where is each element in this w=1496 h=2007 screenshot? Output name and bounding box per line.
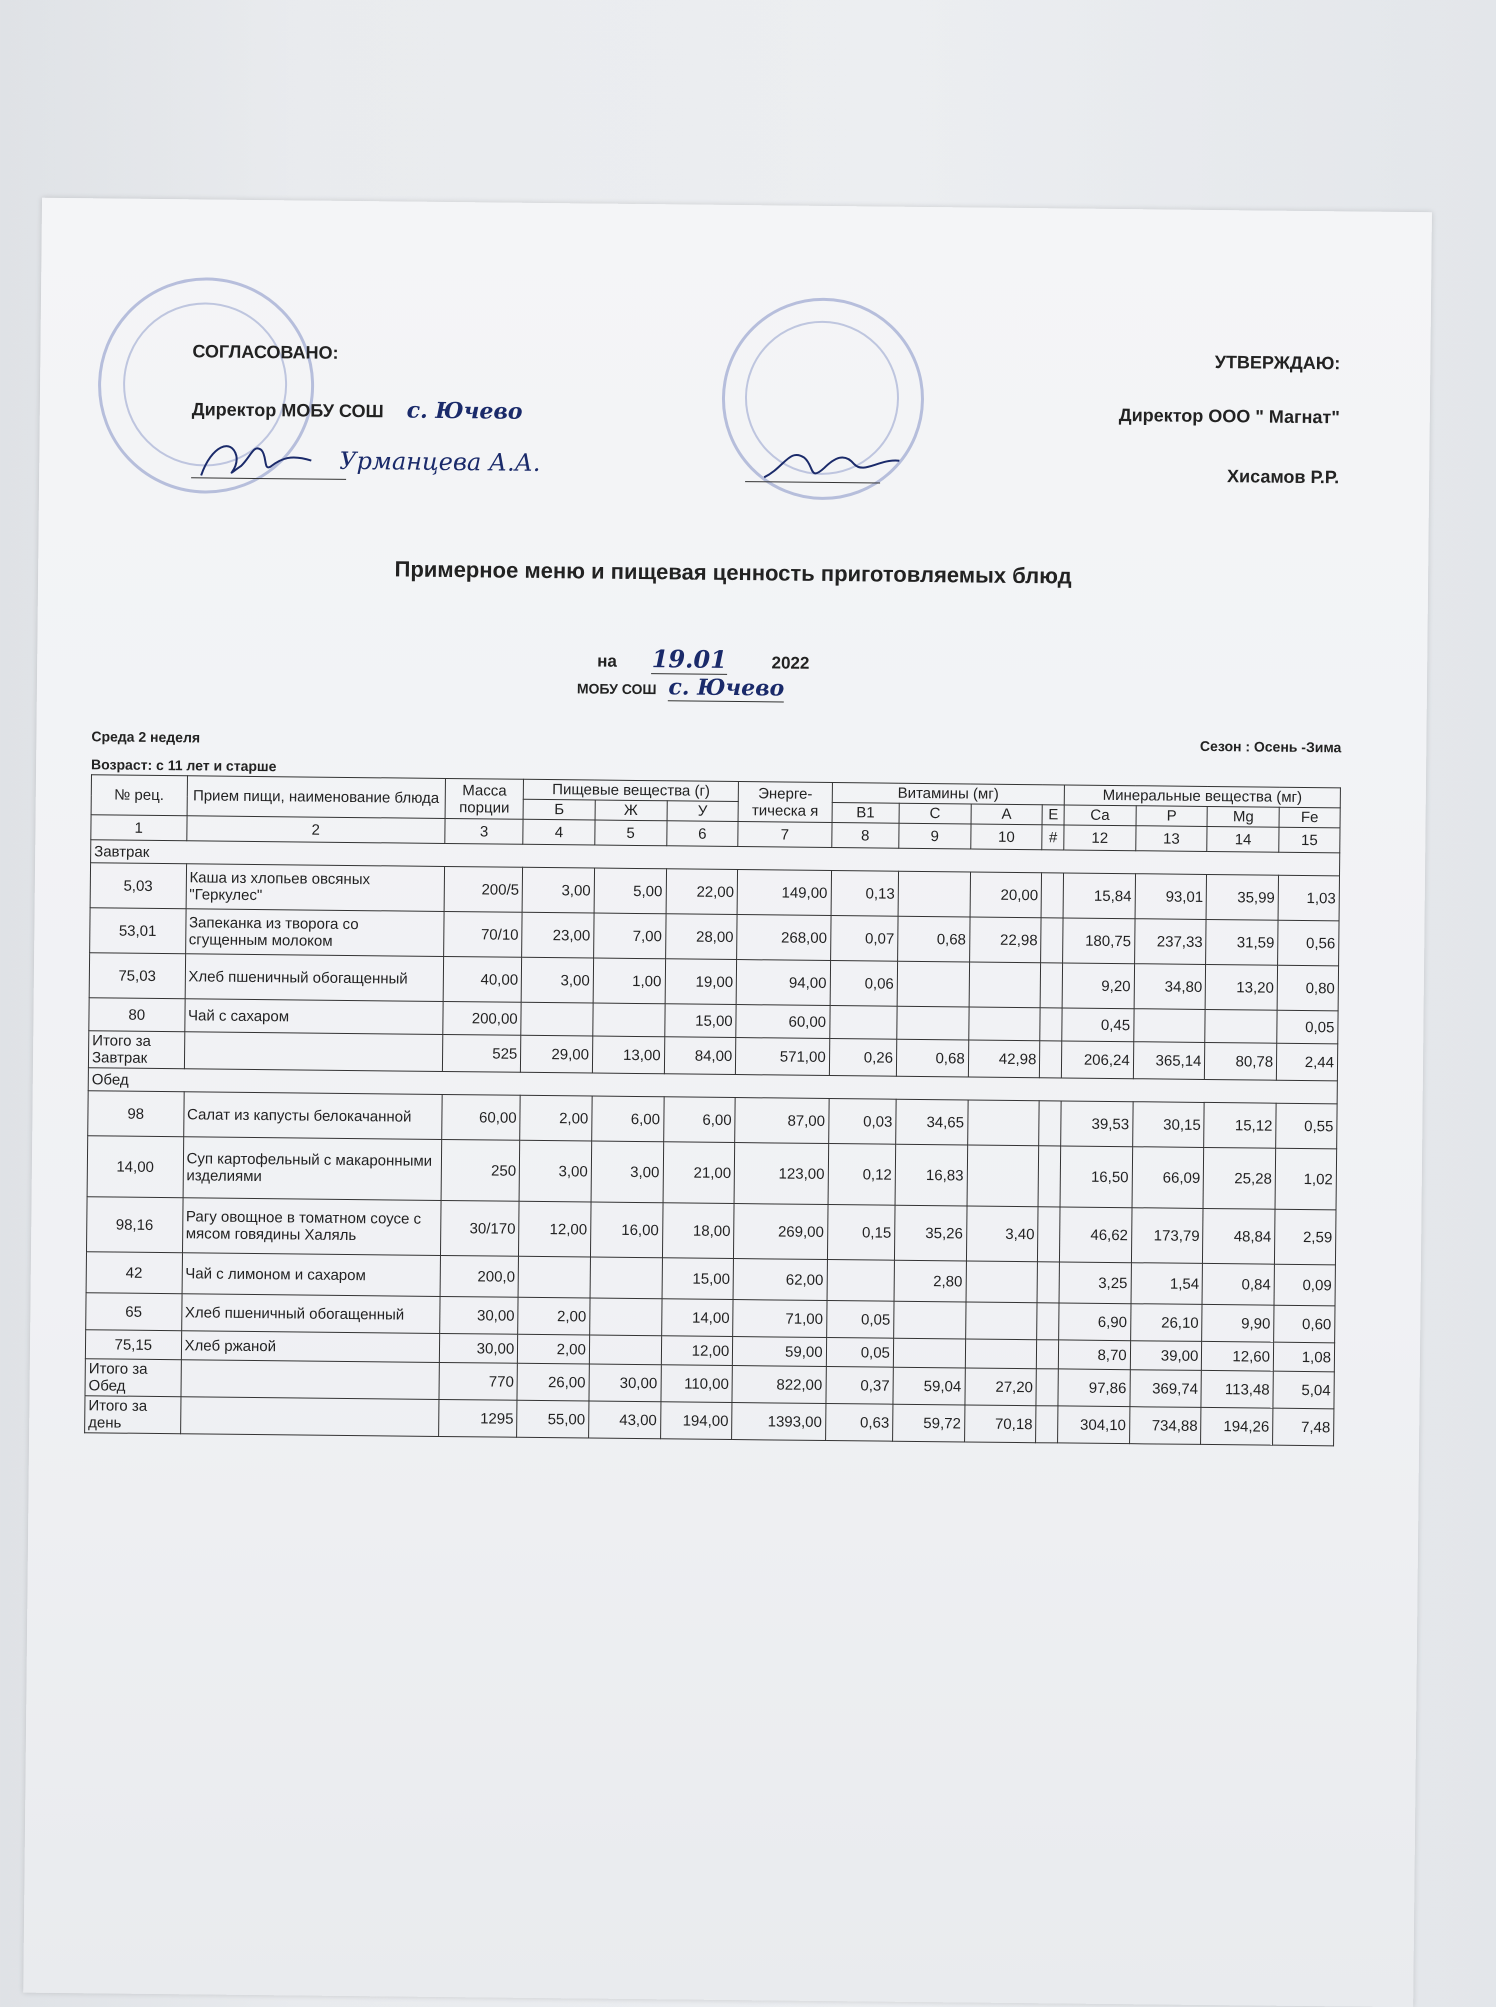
header-rec: № рец.: [91, 775, 187, 816]
table-cell: [1040, 1008, 1062, 1041]
table-cell: 35,26: [894, 1205, 966, 1261]
table-cell: [1040, 963, 1062, 1008]
table-cell: [898, 871, 970, 917]
left-director-handwriting: с. Ючево: [406, 397, 523, 425]
table-cell: Чай с сахаром: [184, 999, 443, 1035]
table-cell: 30,00: [440, 1296, 519, 1334]
column-number: 9: [899, 823, 971, 849]
table-cell: 1,08: [1273, 1342, 1334, 1372]
table-cell: 16,00: [590, 1202, 662, 1258]
column-number: 6: [666, 821, 738, 847]
table-cell: 13,00: [592, 1036, 664, 1074]
agreed-label: СОГЛАСОВАНО:: [192, 341, 339, 363]
table-cell: [1038, 1207, 1060, 1262]
table-cell: 734,88: [1129, 1407, 1201, 1445]
table-cell: 6,00: [592, 1096, 664, 1142]
table-cell: 0,12: [828, 1144, 896, 1206]
table-cell: [1205, 1009, 1277, 1043]
table-cell: [589, 1335, 661, 1365]
table-cell: Завтрак: [91, 840, 1340, 876]
table-cell: [1037, 1340, 1059, 1369]
table-cell: 5,03: [90, 863, 186, 909]
table-cell: 39,53: [1061, 1101, 1133, 1147]
table-cell: Хлеб ржаной: [181, 1331, 440, 1363]
header-meal: Прием пищи, наименование блюда: [187, 776, 446, 819]
table-cell: 180,75: [1063, 918, 1135, 964]
column-number: 8: [831, 823, 899, 849]
table-cell: 12,00: [519, 1201, 591, 1257]
table-cell: 0,07: [830, 916, 898, 962]
table-cell: 59,04: [893, 1367, 965, 1405]
table-cell: 35,99: [1206, 874, 1278, 920]
table-cell: 70,18: [964, 1405, 1036, 1443]
table-cell: 12,60: [1202, 1341, 1274, 1371]
column-number: 7: [738, 822, 832, 848]
table-cell: 59,72: [893, 1404, 965, 1442]
table-cell: 26,10: [1130, 1304, 1202, 1342]
table-cell: 53,01: [90, 908, 186, 954]
column-number: 12: [1064, 825, 1136, 851]
table-cell: [1037, 1262, 1059, 1303]
header-e: Е: [1042, 805, 1064, 825]
table-cell: 55,00: [517, 1400, 589, 1438]
table-cell: 0,68: [898, 916, 970, 962]
table-cell: [967, 1145, 1039, 1207]
table-cell: [894, 1301, 966, 1339]
table-cell: 2,59: [1275, 1209, 1337, 1265]
header-b1: В1: [832, 803, 900, 824]
table-cell: 0,80: [1277, 965, 1338, 1011]
table-cell: 2,80: [894, 1260, 966, 1302]
table-cell: Чай с лимоном и сахаром: [182, 1253, 441, 1297]
table-cell: 0,56: [1278, 920, 1339, 966]
table-cell: 71,00: [733, 1300, 827, 1338]
header-a: А: [971, 804, 1043, 825]
table-cell: 70/10: [444, 911, 523, 957]
table-cell: 1,02: [1275, 1148, 1337, 1210]
table-cell: [1133, 1009, 1205, 1043]
table-cell: 19,00: [665, 959, 737, 1005]
table-cell: 84,00: [664, 1037, 736, 1075]
table-cell: 1,54: [1131, 1263, 1203, 1305]
table-cell: [1041, 918, 1063, 963]
table-cell: 237,33: [1134, 919, 1206, 965]
table-cell: [593, 1003, 665, 1037]
table-cell: 21,00: [663, 1142, 735, 1204]
table-cell: 1,03: [1278, 875, 1339, 921]
header-b: Б: [523, 799, 595, 820]
table-cell: 0,15: [827, 1205, 895, 1261]
table-cell: Салат из капусты белокачанной: [183, 1092, 442, 1140]
left-director-label: Директор МОБУ СОШ: [191, 399, 384, 422]
table-cell: 30,00: [439, 1333, 517, 1363]
table-cell: 97,86: [1058, 1369, 1130, 1407]
table-cell: 18,00: [662, 1203, 734, 1259]
approve-label: УТВЕРЖДАЮ:: [1214, 352, 1341, 374]
table-cell: [897, 961, 969, 1007]
column-number: #: [1042, 825, 1064, 850]
table-cell: [590, 1298, 662, 1336]
table-cell: 0,45: [1062, 1008, 1134, 1042]
table-cell: 30,15: [1132, 1102, 1204, 1148]
table-cell: 0,03: [828, 1099, 896, 1145]
table-cell: 27,20: [965, 1368, 1037, 1406]
table-cell: 9,90: [1202, 1304, 1274, 1342]
table-cell: 34,80: [1134, 964, 1206, 1010]
left-director-title: [192, 395, 523, 424]
table-cell: 0,06: [830, 961, 898, 1007]
header-p: Р: [1136, 806, 1208, 827]
table-cell: 269,00: [734, 1204, 828, 1260]
table-cell: 28,00: [665, 914, 737, 960]
column-number: 14: [1207, 826, 1279, 852]
column-number: 1: [91, 815, 187, 841]
table-cell: 194,00: [660, 1402, 732, 1440]
header-ca: Са: [1064, 805, 1136, 826]
table-cell: 8,70: [1058, 1340, 1130, 1370]
table-cell: [590, 1257, 662, 1299]
table-cell: 59,00: [733, 1337, 827, 1367]
table-cell: 20,00: [970, 872, 1042, 918]
table-cell: [829, 1006, 897, 1040]
table-cell: 0,68: [896, 1039, 968, 1077]
table-cell: 770: [439, 1362, 518, 1400]
table-cell: 31,59: [1206, 919, 1278, 965]
table-cell: 75,15: [85, 1330, 181, 1360]
column-number: 10: [970, 824, 1042, 850]
table-cell: 123,00: [734, 1143, 828, 1205]
week-day: Среда 2 неделя: [91, 728, 201, 746]
table-cell: 13,20: [1205, 964, 1277, 1010]
table-cell: 0,05: [826, 1337, 894, 1367]
table-cell: [1036, 1406, 1058, 1443]
table-cell: 98: [88, 1091, 184, 1137]
header-c: С: [899, 803, 971, 824]
left-signature: [191, 435, 331, 476]
header-energy: Энерге-тическа я: [738, 782, 832, 823]
document-page: [23, 198, 1432, 2007]
header-nutrients: Пищевые вещества (г): [523, 779, 738, 801]
header-mass: Масса порции: [445, 778, 524, 819]
table-cell: 42,98: [968, 1040, 1040, 1078]
table-cell: 7,00: [593, 913, 665, 959]
table-cell: [1036, 1369, 1058, 1406]
table-cell: 43,00: [588, 1401, 660, 1439]
table-cell: 200/5: [444, 866, 523, 912]
date-year: 2022: [771, 653, 810, 673]
table-cell: 34,65: [896, 1099, 968, 1145]
table-cell: 6,90: [1059, 1303, 1131, 1341]
table-cell: 113,48: [1201, 1370, 1273, 1408]
table-cell: 0,13: [831, 871, 899, 917]
table-cell: 2,00: [518, 1297, 590, 1335]
table-cell: [181, 1360, 440, 1400]
table-cell: 87,00: [735, 1098, 829, 1144]
table-cell: Запеканка из творога со сгущенным молоком: [185, 909, 444, 957]
table-cell: Итого за Обед: [85, 1359, 181, 1397]
table-cell: Суп картофельный с макаронными изделиями: [183, 1137, 442, 1201]
table-cell: 822,00: [732, 1366, 826, 1404]
table-cell: [965, 1302, 1037, 1340]
table-cell: Хлеб пшеничный обогащенный: [185, 954, 444, 1002]
age-range: Возраст: с 11 лет и старше: [91, 756, 277, 775]
date-line: [597, 644, 809, 675]
table-cell: 3,00: [591, 1141, 663, 1203]
table-cell: [967, 1100, 1039, 1146]
school-handwriting: с. Ючево: [668, 674, 785, 702]
table-cell: 14,00: [661, 1299, 733, 1337]
season: Сезон : Осень -Зима: [1199, 737, 1342, 756]
table-cell: 1,00: [593, 958, 665, 1004]
table-cell: 2,00: [518, 1334, 590, 1364]
table-cell: 0,55: [1276, 1103, 1337, 1149]
school-line: [577, 673, 785, 701]
table-cell: 2,00: [520, 1095, 592, 1141]
table-cell: 94,00: [736, 960, 830, 1006]
table-cell: [1039, 1101, 1061, 1146]
header-vitamins: Витамины (мг): [832, 783, 1065, 805]
table-cell: 525: [442, 1034, 521, 1072]
table-cell: 62,00: [733, 1259, 827, 1301]
table-cell: 42: [86, 1252, 182, 1294]
table-cell: 149,00: [737, 870, 831, 916]
table-cell: 1295: [439, 1399, 518, 1437]
table-cell: 60,00: [442, 1094, 521, 1140]
table-cell: [969, 962, 1041, 1008]
table-cell: 194,26: [1201, 1407, 1273, 1445]
table-cell: 30/170: [441, 1200, 520, 1256]
table-cell: 173,79: [1131, 1208, 1203, 1264]
table-cell: 15,84: [1063, 873, 1135, 919]
table-cell: 26,00: [517, 1363, 589, 1401]
table-cell: 12,00: [661, 1336, 733, 1366]
table-cell: 5,00: [594, 868, 666, 914]
table-cell: 206,24: [1061, 1041, 1133, 1079]
table-cell: 0,84: [1202, 1263, 1274, 1305]
column-number: 15: [1279, 827, 1340, 853]
table-cell: Итого за день: [85, 1396, 181, 1434]
page-title: Примерное меню и пищевая ценность приготовляемых блюд: [394, 556, 1072, 589]
column-number: 5: [595, 820, 667, 846]
header-minerals: Минеральные вещества (мг): [1064, 785, 1340, 808]
school-label: МОБУ СОШ: [576, 680, 657, 698]
table-cell: [827, 1260, 895, 1302]
table-cell: Обед: [88, 1068, 1337, 1104]
table-cell: 571,00: [736, 1038, 830, 1076]
table-cell: 6,00: [663, 1097, 735, 1143]
table-cell: 66,09: [1132, 1147, 1204, 1209]
table-cell: 48,84: [1203, 1208, 1275, 1264]
table-cell: 30,00: [589, 1364, 661, 1402]
table-cell: 365,14: [1133, 1042, 1205, 1080]
right-director-title: Директор ООО " Магнат": [1118, 405, 1340, 428]
table-cell: 0,63: [825, 1403, 893, 1441]
menu-table: [84, 774, 1341, 1446]
table-cell: 200,00: [443, 1001, 522, 1035]
column-number: 3: [445, 818, 523, 844]
table-cell: 3,40: [966, 1206, 1038, 1262]
table-cell: 80,78: [1205, 1042, 1277, 1080]
table-cell: 75,03: [89, 953, 185, 999]
table-cell: 93,01: [1135, 874, 1207, 920]
right-signature-name: Хисамов Р.Р.: [1227, 466, 1340, 488]
table-cell: 0,60: [1274, 1305, 1335, 1343]
table-cell: 110,00: [661, 1365, 733, 1403]
table-cell: [968, 1007, 1040, 1041]
table-cell: 3,25: [1059, 1262, 1131, 1304]
table-cell: 39,00: [1130, 1341, 1202, 1371]
left-signature-name: Урманцева А.А.: [339, 446, 541, 477]
table-cell: 304,10: [1058, 1406, 1130, 1444]
table-cell: 268,00: [737, 915, 831, 961]
table-cell: 80: [89, 998, 185, 1032]
table-cell: 22,00: [666, 869, 738, 915]
table-cell: [897, 1006, 969, 1040]
table-cell: 2,44: [1276, 1043, 1337, 1081]
header-u: У: [667, 801, 739, 822]
table-cell: 0,37: [826, 1366, 894, 1404]
table-cell: Рагу овощное в томатном соусе с мясом говядины Халяль: [182, 1198, 441, 1256]
table-cell: 200,0: [440, 1255, 519, 1297]
table-cell: Итого за Завтрак: [88, 1031, 184, 1069]
header-zh: Ж: [595, 800, 667, 821]
date-prefix: на: [597, 651, 618, 671]
table-cell: 16,50: [1060, 1146, 1132, 1208]
table-cell: 25,28: [1203, 1147, 1275, 1209]
table-cell: Каша из хлопьев овсяных "Геркулес": [186, 864, 445, 912]
table-cell: 46,62: [1059, 1207, 1131, 1263]
table-cell: 3,00: [521, 957, 593, 1003]
header-fe: Fe: [1279, 807, 1340, 828]
table-cell: 0,09: [1274, 1264, 1335, 1306]
table-cell: [966, 1261, 1038, 1303]
table-cell: 9,20: [1062, 963, 1134, 1009]
table-cell: 0,26: [829, 1039, 897, 1077]
table-cell: [965, 1339, 1037, 1369]
table-cell: [518, 1256, 590, 1298]
table-cell: 3,00: [522, 867, 594, 913]
table-cell: [180, 1397, 439, 1437]
table-cell: 60,00: [736, 1005, 830, 1039]
table-cell: Хлеб пшеничный обогащенный: [181, 1294, 440, 1334]
table-cell: [893, 1338, 965, 1368]
table-cell: 0,05: [1277, 1010, 1338, 1044]
table-cell: [1037, 1303, 1059, 1340]
table-cell: 98,16: [87, 1197, 183, 1253]
table-cell: [184, 1032, 443, 1072]
table-cell: 0,05: [826, 1300, 894, 1338]
header-mg: Mg: [1207, 806, 1279, 827]
table-cell: 40,00: [443, 956, 522, 1002]
column-number: 2: [186, 816, 445, 844]
table-cell: 16,83: [895, 1144, 967, 1206]
table-cell: 15,00: [662, 1258, 734, 1300]
table-cell: 15,00: [664, 1004, 736, 1038]
column-number: 13: [1135, 826, 1207, 852]
table-cell: [1038, 1146, 1060, 1207]
table-cell: 23,00: [522, 912, 594, 958]
table-cell: 5,04: [1273, 1371, 1334, 1409]
table-cell: 369,74: [1130, 1370, 1202, 1408]
table-cell: 22,98: [969, 917, 1041, 963]
table-cell: 15,12: [1204, 1102, 1276, 1148]
table-cell: 29,00: [521, 1035, 593, 1073]
table-cell: [1041, 873, 1063, 918]
table-cell: 250: [441, 1139, 520, 1201]
table-cell: [521, 1002, 593, 1036]
table-cell: 3,00: [519, 1140, 591, 1202]
column-number: 4: [523, 819, 595, 845]
table-cell: 65: [86, 1293, 182, 1331]
date-handwriting: 19.01: [651, 644, 728, 674]
table-cell: 14,00: [87, 1136, 183, 1198]
table-cell: [1040, 1041, 1062, 1078]
table-cell: 7,48: [1273, 1408, 1334, 1446]
table-cell: 1393,00: [732, 1403, 826, 1441]
